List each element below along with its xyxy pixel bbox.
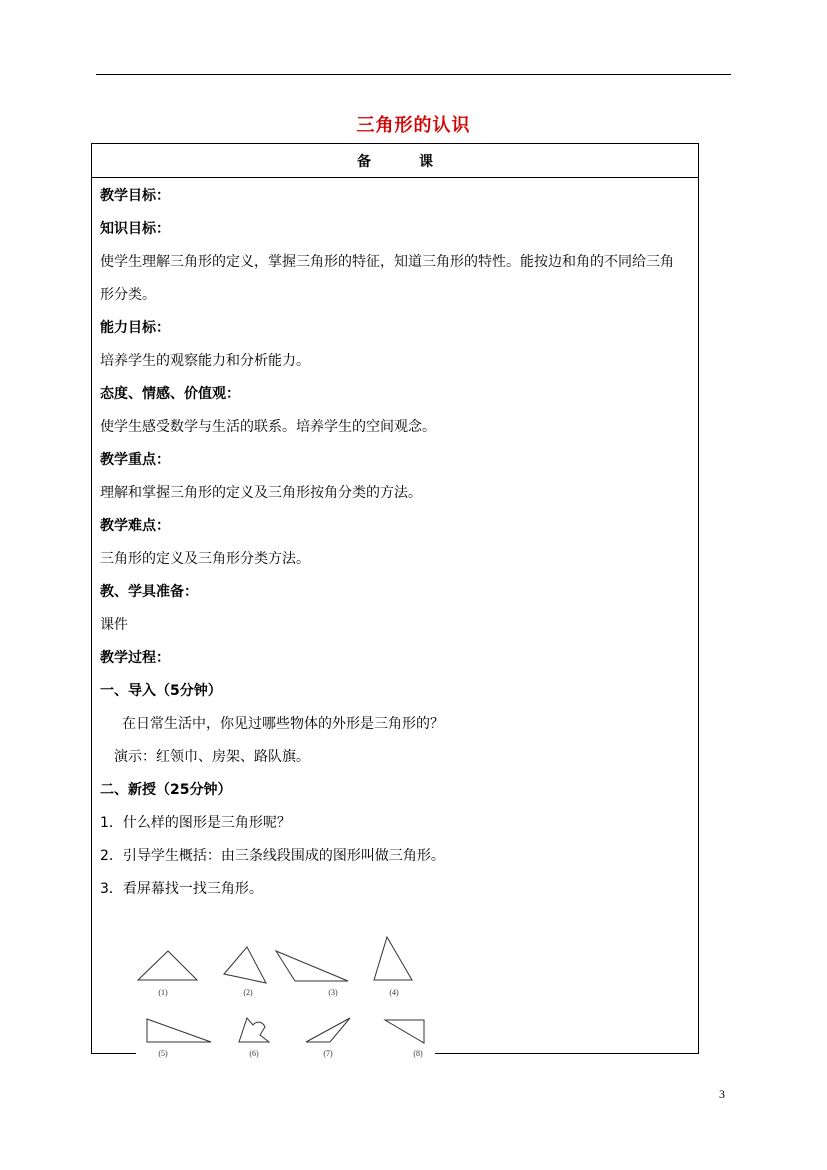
figure-label-1: (1) (158, 988, 168, 997)
shape-6-non-triangle (239, 1018, 269, 1042)
line-knowledge-text-1: 使学生理解三角形的定义，掌握三角形的特征，知道三角形的特性。能按边和角的不同给三角 (100, 254, 674, 270)
line-step-2: 2．引导学生概括：由三条线段围成的图形叫做三角形。 (100, 848, 445, 864)
header-rule (96, 74, 731, 75)
triangle-8-shape (385, 1020, 424, 1043)
triangle-2-shape (224, 947, 266, 983)
figure-label-2: (2) (243, 988, 253, 997)
table-bottom-border-right (435, 1053, 698, 1054)
triangle-5-shape (147, 1019, 211, 1042)
figure-label-4: (4) (389, 988, 399, 997)
table-header-left: 备 (357, 153, 371, 170)
line-ability-text: 培养学生的观察能力和分析能力。 (100, 353, 310, 369)
figure-label-6: (6) (249, 1049, 259, 1058)
line-intro-demo: 演示：红领巾、房架、路队旗。 (114, 749, 310, 765)
triangle-4-shape (374, 937, 412, 980)
line-materials: 教、学具准备： (100, 584, 198, 600)
line-attitude-goals: 态度、情感、价值观： (100, 386, 240, 402)
line-difficulties: 教学难点： (100, 518, 170, 534)
figure-label-8: (8) (413, 1049, 423, 1058)
line-ability-goals: 能力目标： (100, 320, 170, 336)
line-difficulties-text: 三角形的定义及三角形分类方法。 (100, 551, 310, 567)
lesson-content (100, 186, 690, 912)
line-knowledge-text-2: 形分类。 (100, 287, 156, 303)
line-process: 教学过程： (100, 650, 170, 666)
triangle-figures (130, 930, 430, 1060)
figure-label-7: (7) (323, 1049, 333, 1058)
line-key-points-text: 理解和掌握三角形的定义及三角形按角分类的方法。 (100, 485, 422, 501)
line-key-points: 教学重点： (100, 452, 170, 468)
triangle-1-shape (138, 951, 197, 980)
document-title: 三角形的认识 (356, 115, 471, 136)
figure-label-5: (5) (158, 1049, 168, 1058)
figure-label-3: (3) (328, 988, 338, 997)
lesson-plan-table (91, 143, 699, 1054)
line-step-1: 1．什么样的图形是三角形呢？ (100, 815, 291, 831)
line-teaching-goals: 教学目标： (100, 188, 170, 204)
table-header-row (92, 144, 698, 178)
triangle-7-shape (306, 1018, 350, 1042)
line-new-lesson-heading: 二、新授（25分钟） (100, 782, 232, 798)
triangle-figures-svg (130, 930, 430, 1060)
line-step-3: 3．看屏幕找一找三角形。 (100, 881, 263, 897)
line-materials-text: 课件 (100, 617, 128, 633)
table-header-right: 课 (419, 153, 433, 170)
line-knowledge-goals: 知识目标： (100, 221, 170, 237)
line-attitude-text: 使学生感受数学与生活的联系。培养学生的空间观念。 (100, 419, 436, 435)
triangle-3-shape (276, 951, 348, 981)
page-number: 3 (719, 1087, 725, 1101)
line-intro-question: 在日常生活中，你见过哪些物体的外形是三角形的？ (122, 716, 444, 732)
line-intro-heading: 一、导入（5分钟） (100, 683, 222, 699)
